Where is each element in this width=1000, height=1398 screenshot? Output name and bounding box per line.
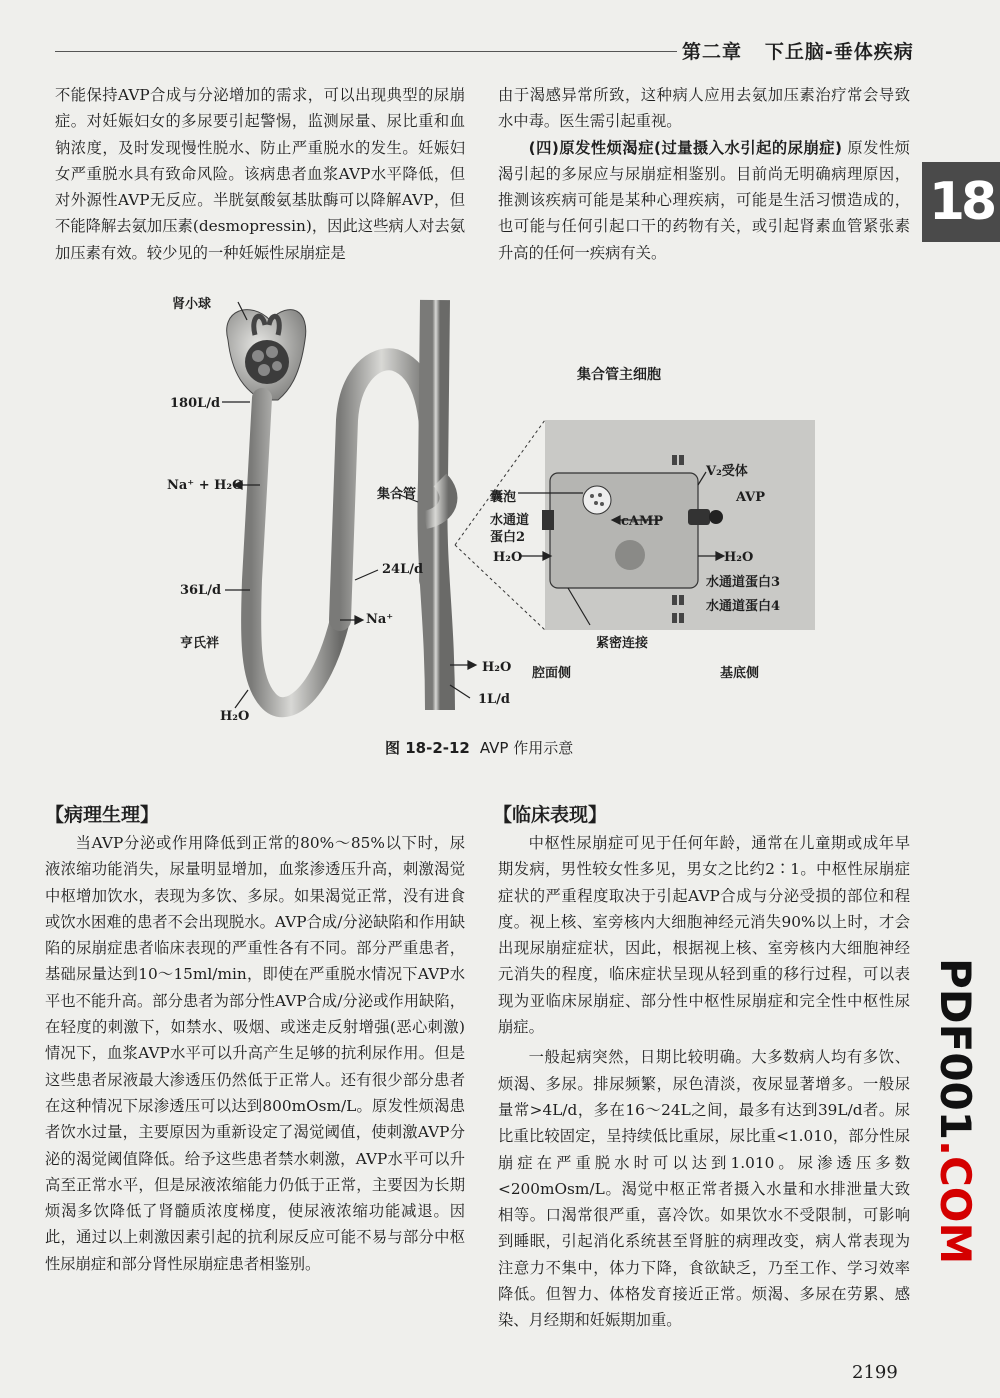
paragraph: 一般起病突然，日期比较明确。大多数病人均有多饮、烦渴、多尿。排尿频繁，尿色清淡，夜尿显著增多。一般尿量常>4L/d，多在16～24L之间，最多有达到39L/d者。尿比重比较固定，呈持续低比重尿，尿比重<1.010，部分性尿崩症在严重脱水时可以达到1.010。尿渗透压多数<200mOsm/L。渴觉中枢正常者摄入水量和水排泄量大致相等。口渴常很严重，喜冷饮。如果饮水不受限制，可影响到睡眠，引起消化系统甚至肾脏的病理改变，病人常表现为注意力不集中，体力下降，食欲缺乏，乃至工作、学习效率降低。但智力、体格发育接近正常。烦渴、多尿在劳累、感染、月经期和妊娠期加重。: [498, 1048, 910, 1330]
label-na: Na⁺: [366, 612, 394, 627]
label-basal-side: 基底侧: [720, 666, 760, 681]
label-aqp3: 水通道蛋白3: [706, 575, 781, 590]
paragraph-text: 原发性烦渴引起的多尿应与尿崩症相鉴别。目前尚无明确病理原因，推测该疾病可能是某种心理疾病，可能是生活习惯造成的，也可能与任何引起口干的药物有关，或引起肾素血管紧张素升高的任何一疾病有关。: [498, 138, 910, 262]
figure-caption: [385, 737, 573, 758]
label-h2o-loop: H₂O: [220, 709, 250, 724]
label-henle: 亨氏袢: [180, 636, 220, 651]
label-h2o-in: H₂O: [493, 550, 523, 565]
chapter-title: 下丘脑-垂体疾病: [764, 41, 914, 63]
label-flow-36: 36L/d: [180, 583, 222, 598]
column-4-text: [498, 830, 910, 1334]
label-aqp2: 水通道蛋白2: [490, 513, 530, 545]
watermark-suffix: .COM: [931, 1140, 980, 1265]
paragraph: 由于渴感异常所致，这种病人应用去氨加压素治疗常会导致水中毒。医生需引起重视。: [498, 86, 910, 131]
glomerulus-shape: [227, 310, 306, 400]
aqp2-shape: [542, 510, 554, 530]
section-heading-pathophysiology: 【病理生理】: [45, 804, 160, 826]
paragraph-primary-polydipsia: [498, 135, 910, 266]
caption-number: 图 18-2-12: [385, 739, 470, 757]
page-number: 2199: [852, 1362, 898, 1383]
nucleus-shape: [615, 540, 645, 570]
label-collecting-duct: 集合管: [377, 487, 417, 502]
vesicle-shape: [583, 486, 611, 514]
principal-cell-shape: [550, 473, 698, 588]
running-header: [682, 37, 914, 64]
header-rule: [55, 51, 677, 52]
caption-text: AVP 作用示意: [479, 739, 574, 757]
column-3-text: [45, 830, 465, 1277]
column-1-text: [55, 82, 465, 266]
label-camp: cAMP: [621, 514, 664, 529]
paragraph: 当AVP分泌或作用降低到正常的80%～85%以下时，尿液浓缩功能消失，尿量明显增加，血浆渗透压升高，刺激渴觉中枢增加饮水，表现为多饮、多尿。如果渴觉正常，没有进食或饮水困难的患者不会出现脱水。AVP合成/分泌缺陷和作用缺陷的尿崩症患者临床表现的严重性各有不同。部分严重患者，基础尿量达到10～15ml/min，即使在严重脱水情况下AVP水平也不能升高。部分患者为部分性AVP合成/分泌或作用缺陷，在轻度的刺激下，如禁水、吸烟、或迷走反射增强(恶心刺激)情况下，血浆AVP水平可以升高产生足够的抗利尿作用。但是这些患者尿液最大渗透压仍然低于正常人。还有很少部分患者在这种情况下尿渗透压可以达到800mOsm/L。原发性烦渴患者饮水过量，主要原因为重新设定了渴觉阈值，使刺激AVP分泌的渴觉阈值降低。给予这些患者禁水刺激，AVP水平可以升高至正常水平，但是尿液浓缩能力仍低于正常，主要因为长期烦渴多饮降低了肾髓质浓度梯度，使尿液浓缩功能减退。因此，通过以上刺激因素引起的抗利尿反应可能不易与部分中枢性尿崩症和部分肾性尿崩症患者相鉴别。: [45, 834, 465, 1273]
label-avp: AVP: [736, 490, 766, 505]
paragraph: 中枢性尿崩症可见于任何年龄，通常在儿童期或成年早期发病，男性较女性多见，男女之比约2∶1。中枢性尿崩症症状的严重程度取决于引起AVP合成与分泌受损的部位和程度。视上核、室旁核内大细胞神经元消失90%以上时，才会出现尿崩症症状，因此，根据视上核、室旁核内大细胞神经元消失的程度，临床症状呈现从轻到重的移行过程，可以表现为亚临床尿崩症、部分性中枢性尿崩症和完全性中枢性尿崩症。: [498, 834, 910, 1037]
label-aqp4: 水通道蛋白4: [706, 599, 781, 614]
label-tight-junction: 紧密连接: [596, 636, 649, 651]
label-flow-180: 180L/d: [170, 396, 221, 411]
label-v2-receptor: V₂受体: [706, 464, 748, 479]
label-h2o-duct: H₂O: [482, 660, 512, 675]
chapter-tab: 18: [922, 162, 1000, 242]
label-vesicle: 囊泡: [490, 490, 517, 505]
label-h2o-out: H₂O: [724, 550, 754, 565]
column-2-text: [498, 82, 910, 266]
section-heading-clinical: 【临床表现】: [493, 804, 608, 826]
v2-receptor-shape: [688, 509, 723, 525]
label-flow-24: 24L/d: [382, 562, 424, 577]
label-glomerulus: 肾小球: [172, 297, 212, 312]
watermark-main: PDF001: [931, 958, 980, 1141]
watermark: [931, 958, 980, 1265]
subsection-heading: (四)原发性烦渴症(过量摄入水引起的尿崩症): [528, 138, 842, 157]
label-principal-cell: 集合管主细胞: [577, 367, 661, 383]
proximal-tubule-shape: [251, 398, 340, 707]
label-na-h2o: Na⁺ + H₂O: [167, 478, 244, 493]
label-lumen-side: 腔面侧: [532, 666, 572, 681]
label-flow-1: 1L/d: [478, 692, 511, 707]
paragraph: 不能保持AVP合成与分泌增加的需求，可以出现典型的尿崩症。对妊娠妇女的多尿要引起警惕，监测尿量、尿比重和血钠浓度，及时发现慢性脱水、防止严重脱水的发生。妊娠妇女严重脱水具有致命风险。该病患者血浆AVP水平降低，但对外源性AVP无反应。半胱氨酸氨基肽酶可以降解AVP，但不能降解去氨加压素(desmopressin)，因此这些病人对去氨加压素有效。较少见的一种妊娠性尿崩症是: [55, 86, 465, 262]
chapter-label: 第二章: [682, 41, 743, 63]
